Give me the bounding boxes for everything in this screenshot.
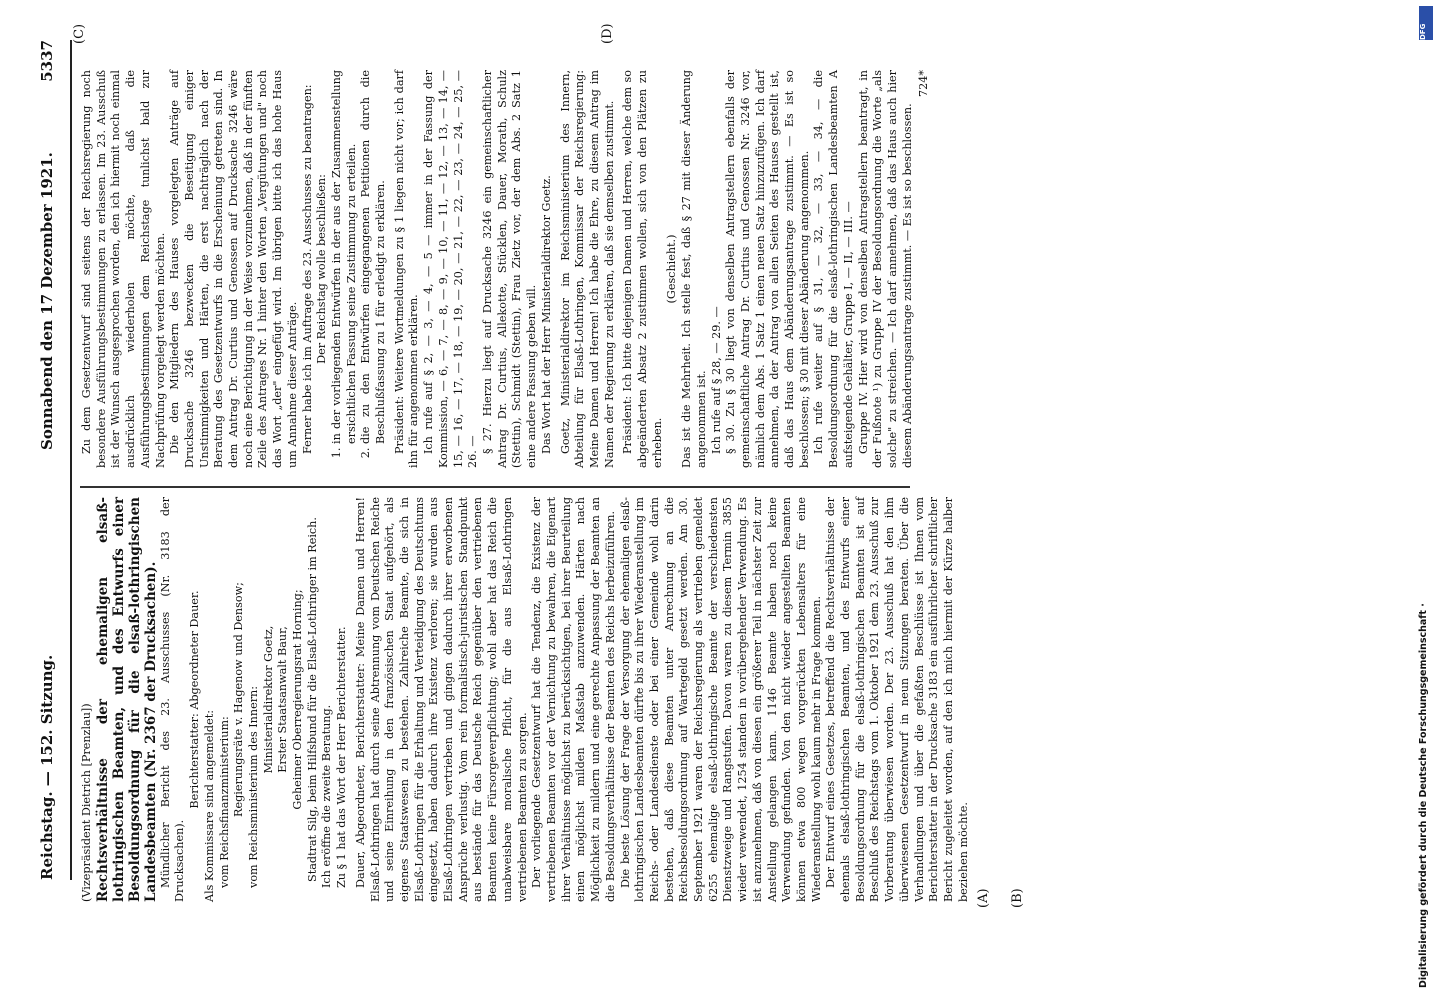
page-header bbox=[38, 40, 64, 880]
speech-dauer-3: Die beste Lösung der Frage der Versorgung der ehemaligen elsaß-lothringischen Landesbeamten dürfte bis zu ihrer Wiederanstellung im Reichs- oder Landesdienste oder bei einer Gemeinde wohl darin bestehen, daß diese Beamten unter Anrechnung an die Reichsbesoldungsordnung auf Wartegeld gesetzt werden. Am 30. September 1921 waren der Reichsregierung als vertrieben gemeldet 6255 ehemalige elsaß-lothringische Beamte der verschiedensten Dienstzweige und Rangstufen. Davon waren zu diesem Termin 3855 wieder verwendet, 1254 standen in vorübergehender Verwendung. Es ist anzunehmen, daß von diesen ein größerer Teil in nächster Zeit zur Anstellung gelangen kann. 1146 Beamte haben noch keine Verwendung gefunden. Von den nicht wieder angestellten Beamten können etwa 800 wegen vorgerückten Lebensalters für eine Wiederanstellung wohl kaum mehr in Frage kommen. bbox=[618, 497, 823, 902]
paragraph-3: Ferner habe ich im Auftrage des 23. Ausschusses zu beantragen: bbox=[300, 84, 314, 454]
margin-marker-c: (C) bbox=[72, 23, 87, 44]
margin-marker-b: (B) bbox=[1010, 888, 1025, 908]
commissioners-intro: Als Kommissare sind angemeldet: bbox=[202, 710, 216, 902]
call-28: Ich rufe auf § 28, — 29. — bbox=[709, 306, 723, 454]
opening-line: Ich eröffne die zweite Beratung. bbox=[320, 704, 334, 888]
commissioner-horning: Geheimer Oberregierungsrat Horning; bbox=[291, 589, 305, 810]
report-line: Mündlicher Bericht des 23. Ausschusses (Nr. 3183 der Drucksachen). bbox=[158, 497, 187, 902]
paragraph-30: § 30. Zu § 30 liegt von denselben Antragstellern ebenfalls der gemeinschaftliche Antrag Dr. Curtius und Genossen Nr. 3246 vor, nämlich dem Abs. 1 Satz 1 einen neuen Satz hinzuzufügen. Ich darf annehmen, da der Antrag von allen Seiten des Hauses gestellt ist, daß das Haus dem Abänderungsantrage zustimmt. — Es ist so beschlossen; § 30 mit dieser Abänderung angenommen. bbox=[724, 70, 811, 468]
footer-mark: 724* bbox=[917, 70, 931, 97]
speaker-ref: (Vizepräsident Dietrich [Prenzlau]) bbox=[80, 703, 93, 902]
paragraph-1: Zu dem Gesetzentwurf sind seitens der Reichsregierung noch besondere Ausführungsbestimmungen zu erlassen. Im 23. Ausschuß ist der Wunsch ausgesprochen worden, den ich hiermit noch einmal ausdrücklich wiederholen möchte, daß die Ausführungsbestimmungen dem Reichstage tunlichst bald zur Nachprüfung vorgelegt werden möchten. bbox=[80, 70, 167, 468]
commissioner-silg: Stadtrat Silg, beim Hilfsbund für die Elsaß-Lothringer im Reich. bbox=[305, 517, 319, 882]
header-rule bbox=[70, 40, 72, 880]
paragraph-27: § 27. Hierzu liegt auf Drucksache 3246 ein gemeinschaftlicher Antrag Dr. Curtius, Allekotte, Stücklen, Dauer, Morath, Schulz (Stettin), Schmidt (Stettin), Frau Zietz vor, der dem Abs. 2 Satz 1 eine andere Fassung geben will. bbox=[480, 70, 539, 468]
digitization-note bbox=[1418, 0, 1434, 1000]
resolution-heading: Der Reichstag wolle beschließen: bbox=[315, 174, 329, 364]
header-date: Sonnabend den 17 Dezember 1921. bbox=[38, 152, 56, 450]
ministry-finance: vom Reichsfinanzministerium: bbox=[217, 716, 231, 888]
resolution-item-1: 1. in der vorliegenden Entwürfen in der aus der Zusammenstellung ersichtlichen Fassung seine Zustimmung zu erteilen. bbox=[330, 70, 359, 444]
dfg-logo: DFG bbox=[1419, 6, 1433, 40]
speech-dauer-4: Der Entwurf eines Gesetzes, betreffend die Rechtsverhältnisse der ehemals elsaß-lothringischen Beamten, und des Entwurfs einer Besoldungsordnung für die elsaß-lothringischen Beamten ist auf Beschluß des Reichstags vom 1. Oktober 1921 dem 23. Ausschuß zur Vorberatung überwiesen worden. Der 23. Ausschuß hat den ihm überwiesenen Gesetzentwurf in neun Sitzungen beraten. Über die Verhandlungen und über die gefaßten Beschlüsse ist Ihnen vom Berichterstatter in der Drucksache 3183 ein ausführlicher schriftlicher Bericht zugeleitet worden, auf den ich mich hiermit der Kürze halber beziehen möchte. bbox=[824, 497, 970, 902]
left-column bbox=[80, 497, 971, 902]
commissioner-goetz: Ministerialdirektor Goetz, bbox=[261, 625, 275, 774]
header-left: Reichstag. — 152. Sitzung. bbox=[38, 654, 56, 880]
floor-goetz: Das Wort hat der Herr Ministerialdirektor Goetz. bbox=[539, 175, 553, 454]
speech-dauer-2: Der vorliegende Gesetzentwurf hat die Tendenz, die Existenz der vertriebenen Beamten vor der Vernichtung zu bewahren, die Eigenart ihrer Verhältnisse möglichst zu berücksichtigen, bei ihrer Beurteilung einen möglichst milden Maßstab anzuwenden. Härten nach Möglichkeit zu mildern und eine gerechte Anpassung der Beamten an die Besoldungsverhältnisse der Beamten des Reichs herbeizuführen. bbox=[530, 497, 617, 902]
stage-direction: (Geschieht.) bbox=[665, 234, 679, 304]
column-divider bbox=[80, 487, 910, 489]
margin-marker-a: (A) bbox=[976, 888, 991, 908]
president-2: Präsident: Ich bitte diejenigen Damen und Herren, welche dem so abgeänderten Absatz 2 zustimmen wollen, sich von den Plätzen zu erheben. bbox=[621, 70, 664, 468]
commissioner-baur: Erster Staatsanwalt Baur, bbox=[276, 626, 290, 773]
speech-goetz: Goetz, Ministerialdirektor im Reichsministerium des Innern, Abteilung für Elsaß-Lothringen, Kommissar der Reichsregierung: Meine Damen und Herren! Ich habe die Ehre, zu diesem Antrag im Namen der Regierung zu erklären, daß sie demselben zustimmt. bbox=[558, 70, 616, 468]
majority-line: Das ist die Mehrheit. Ich stelle fest, daß § 27 mit dieser Änderung angenommen ist. bbox=[680, 70, 708, 468]
page-number: 5337 bbox=[38, 40, 56, 82]
agenda-title: Rechtsverhältnisse der ehemaligen elsaß-lothringischen Beamten, und des Entwurfs einer Besoldungsordnung für die elsaß-lothringischen Landesbeamten (Nr. 2367 der Drucksachen). bbox=[94, 497, 159, 902]
president-1: Präsident: Weitere Wortmeldungen zu § 1 liegen nicht vor; ich darf ihn für angenommen erklären. bbox=[392, 70, 421, 468]
group-4: Gruppe IV. Hier wird von denselben Antragstellern beantragt, in der Fußnote ¹) zu Gruppe IV der Besoldungsordnung die Worte „als solche" zu streichen. — Ich darf annehmen, daß das Haus auch hier diesem Abänderungsantrage zustimmt. — Es ist so beschlossen. bbox=[856, 70, 914, 468]
paragraph-calls: Ich rufe auf § 2, — 3, — 4, — 5 — immer in der Fassung der Kommission, — 6, — 7, — 8, — 9, — 10, — 11, — 12, — 13, — 14, — 15, — 16, — 17, — 18, — 19, — 20, — 21, — 22, — 23, — 24, — 25, — 26. — bbox=[422, 70, 480, 468]
margin-marker-d: (D) bbox=[600, 23, 615, 44]
call-31: Ich rufe weiter auf § 31, — 32, — 33, — 34, — die Besoldungsordnung für die elsaß-lothringischen Landesbeamten A aufsteigende Gehälter, Gruppe I, — II, — III. — bbox=[812, 70, 855, 468]
resolution-item-2: 2. die zu den Entwürfen eingegangenen Petitionen durch die Beschlußfassung zu 1 für erledigt zu erklären. bbox=[359, 70, 388, 444]
floor-line: Zu § 1 hat das Wort der Herr Berichterstatter. bbox=[335, 626, 349, 888]
ministry-interior: vom Reichsministerium des Innern: bbox=[246, 685, 260, 888]
digitization-text: Digitalisierung gefördert durch die Deutsche Forschungsgemeinschaft · bbox=[1418, 603, 1429, 988]
commissioners-finance: Regierungsräte v. Hagenow und Densow; bbox=[232, 582, 246, 817]
paragraph-2: Die den Mitgliedern des Hauses vorgelegten Anträge auf Drucksache 3246 bezwecken die Beseitigung einiger Unstimmigkeiten und Härten, die erst nachträglich nach der Beratung des Gesetzentwurfs in die Erscheinung getreten sind. In dem Antrag Dr. Curtius und Genossen auf Drucksache 3246 wäre noch eine Berichtigung in der Weise vorzunehmen, daß in der fünften Zeile des Antrages Nr. 1 hinter den Worten „Vergütungen und" noch das Wort „der" eingefügt wird. Im übrigen bitte ich das hohe Haus um Annahme dieser Anträge. bbox=[168, 70, 299, 468]
rapporteur-line: Berichterstatter: Abgeordneter Dauer. bbox=[188, 590, 202, 809]
speech-dauer-1: Dauer, Abgeordneter, Berichterstatter: Meine Damen und Herren! Elsaß-Lothringen hat durch seine Abtrennung vom Deutschen Reiche und seine Einreihung in den französischen Staat aufgehört, als eigenes Staatswesen zu bestehen. Zahlreiche Beamte, die sich in Elsaß-Lothringen für die Erhaltung und Verteidigung des Deutschtums eingesetzt, haben dadurch ihre Existenz verloren; sie wurden aus Elsaß-Lothringen vertrieben und gingen dadurch ihrer erworbenen Ansprüche verlustig. Vom rein formalistisch-juristischen Standpunkt aus bestände für das Deutsche Reich gegenüber den vertriebenen Beamten keine Fürsorgeverpflichtung; wohl aber hat das Reich die unabweisbare moralische Pflicht, für die aus Elsaß-Lothringen vertriebenen Beamten zu sorgen. bbox=[353, 497, 529, 902]
right-column bbox=[80, 70, 932, 468]
